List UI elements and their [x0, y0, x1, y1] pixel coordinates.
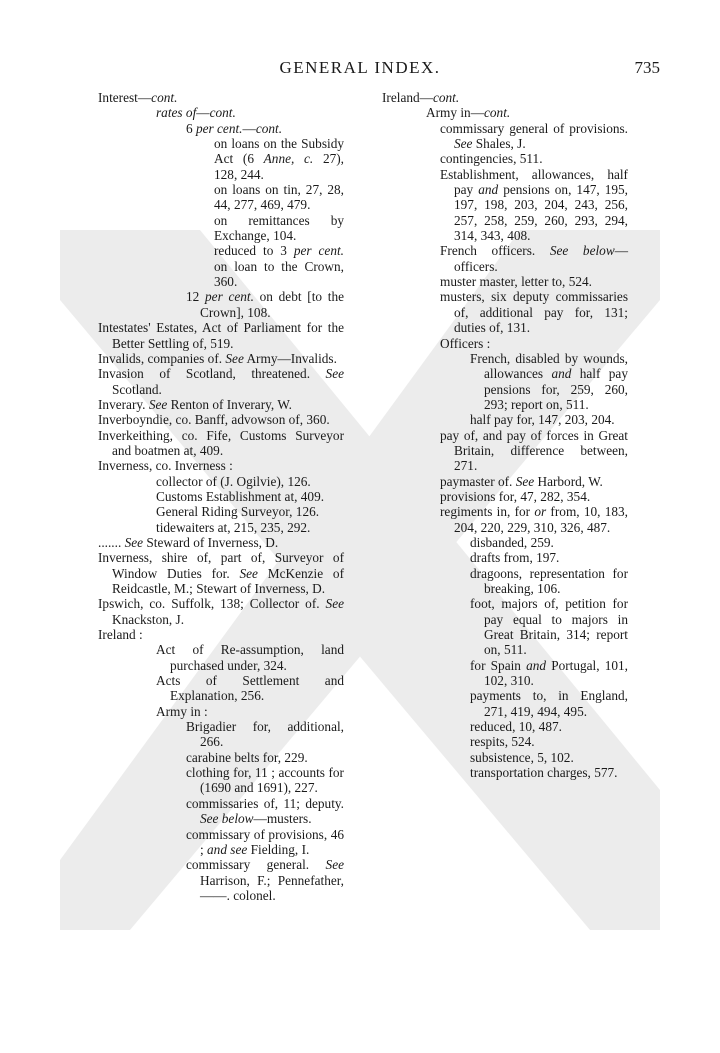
index-entry [382, 289, 628, 335]
entry-text: See [515, 473, 535, 489]
entry-text: Renton of Inverary, W. [167, 396, 292, 412]
entry-text: Army in : [156, 703, 208, 719]
index-entry [382, 90, 628, 105]
entry-text: Inverness, co. Inverness : [98, 458, 233, 474]
entry-text: drafts from, 197. [470, 550, 560, 566]
index-entry [98, 642, 344, 673]
entry-text: provisions for, 47, 282, 354. [440, 488, 591, 504]
index-entry [98, 474, 344, 489]
index-column-right [382, 90, 628, 780]
index-entry [98, 750, 344, 765]
entry-text: 12 [186, 289, 206, 305]
entry-text: tidewaiters at, 215, 235, 292. [156, 519, 311, 535]
index-entry [98, 90, 344, 105]
entry-text: or [534, 504, 547, 520]
entry-text: Portugal, 101, 102, 310. [484, 657, 628, 689]
entry-text: transportation charges, 577. [470, 765, 618, 781]
index-entry [382, 351, 628, 412]
index-entry [98, 412, 344, 427]
entry-text: See [225, 350, 244, 366]
index-entry [98, 397, 344, 412]
entry-text: — [196, 105, 210, 121]
index-entry [98, 520, 344, 535]
entry-text: See [454, 136, 473, 152]
index-entry [98, 673, 344, 704]
entry-text: Brigadier for, additional, 266. [186, 719, 344, 750]
index-entry [98, 827, 344, 858]
entry-text: contingencies, 511. [440, 151, 543, 167]
entry-text: Officers : [440, 335, 491, 351]
index-entry [98, 704, 344, 719]
index-entry [382, 243, 628, 274]
entry-text: Army in— [426, 105, 484, 121]
entry-text: Ireland : [98, 627, 143, 643]
index-entry [382, 428, 628, 474]
entry-text: pensions on, 147, 195, 197, 198, 203, 204, 243, 256, 257, 258, 259, 260, 293, 294, 314, 343, 408. [454, 182, 628, 244]
entry-text: Harrison, F.; Pennefather, ——. colonel. [200, 872, 344, 903]
entry-text: Invasion of Scotland, threatened. [98, 366, 326, 382]
entry-text: from, 10, 183, 204, 220, 229, 310, 326, 487. [454, 504, 628, 535]
index-entry [98, 857, 344, 903]
index-entry [382, 719, 628, 734]
index-entry [382, 167, 628, 244]
entry-text: commissaries of, 11; deputy. [186, 795, 344, 811]
entry-text: subsistence, 5, 102. [470, 749, 574, 765]
entry-text: dragoons, representation for breaking, 106. [470, 565, 628, 596]
index-entry [98, 428, 344, 459]
entry-text: and [526, 657, 547, 673]
entry-text: Inverness, shire of, part of, Surveyor of Window Duties for. [98, 550, 344, 581]
entry-text: Inverboyndie, co. Banff, advowson of, 360. [98, 412, 330, 428]
entry-text: See [148, 396, 168, 412]
index-column-left [98, 90, 344, 903]
entry-text: See [325, 857, 344, 873]
entry-text: payments to, in England, 271, 419, 494, 495. [470, 688, 628, 719]
index-entry [382, 105, 628, 120]
entry-text: Invalids, companies of. [98, 350, 226, 366]
index-entry [382, 535, 628, 550]
index-entry [98, 550, 344, 596]
entry-text: per cent. [205, 289, 254, 305]
entry-text: McKenzie of Reidcastle, M.; Stewart of Inverness, D. [112, 565, 344, 596]
entry-text: Customs Establishment at, 409. [156, 488, 325, 504]
entry-text: clothing for, 11 ; accounts for (1690 and 1691), 227. [186, 765, 344, 796]
entry-text: muster master, letter to, 524. [440, 274, 592, 290]
entry-text: and see [207, 841, 248, 857]
index-entry [382, 474, 628, 489]
entry-text: on loan to the Crown, 360. [214, 258, 344, 290]
entry-text: cont. [484, 105, 511, 121]
entry-text: See [239, 565, 258, 581]
index-entry [98, 765, 344, 796]
entry-text: Harbord, W. [534, 473, 603, 489]
entry-text: rates of [156, 105, 197, 121]
entry-text: regiments in, for [440, 504, 535, 520]
entry-text: Knackston, J. [112, 611, 185, 627]
index-entry [98, 351, 344, 366]
index-entry [98, 458, 344, 473]
entry-text: reduced to 3 [214, 243, 294, 259]
entry-text: French, disabled by wounds, allowances [470, 350, 628, 382]
entry-text: Steward of Inverness, D. [143, 534, 279, 550]
entry-text: See [325, 596, 344, 612]
entry-text: paymaster of. [440, 473, 516, 489]
index-entry [382, 151, 628, 166]
entry-text: on debt [to the Crown], 108. [200, 289, 344, 320]
entry-text: 6 [186, 120, 196, 136]
entry-text: pay of, and pay of forces in Great Britain, difference between, 271. [440, 427, 628, 474]
entry-text: foot, majors of, petition for pay equal to majors in Great Britain, 314; report on, 511. [470, 596, 628, 658]
entry-text: — [242, 120, 256, 136]
entry-text: Act of Re-assumption, land purchased under, 324. [156, 642, 344, 673]
entry-text: on loans on the Subsidy Act (6 [214, 136, 344, 167]
entry-text: for Spain [470, 657, 527, 673]
page-number: 735 [634, 58, 660, 77]
entry-text: per cent. [195, 120, 243, 136]
index-entry [98, 289, 344, 320]
index-entry [382, 550, 628, 565]
entry-text: carabine belts for, 229. [186, 749, 308, 765]
index-entry [98, 489, 344, 504]
entry-text: half pay for, 147, 203, 204. [470, 412, 615, 428]
index-entry [98, 320, 344, 351]
entry-text: Shales, J. [472, 136, 526, 152]
index-entry [382, 412, 628, 427]
entry-text: Ireland— [382, 90, 433, 105]
entry-text: collector of (J. Ogilvie), 126. [156, 473, 311, 489]
entry-text: disbanded, 259. [470, 534, 554, 550]
index-entry [382, 504, 628, 535]
entry-text: cont. [151, 90, 178, 105]
index-entry [98, 136, 344, 182]
index-entry [382, 658, 628, 689]
index-entry [382, 336, 628, 351]
entry-text: Fielding, I. [247, 841, 310, 857]
entry-text: Inverkeithing, co. Fife, Customs Surveyor and boatmen at, 409. [98, 427, 344, 458]
entry-text: Scotland. [112, 381, 162, 397]
running-title: GENERAL INDEX. [279, 58, 441, 77]
entry-text: on loans on tin, 27, 28, 44, 277, 469, 479. [214, 182, 344, 213]
index-entry [98, 719, 344, 750]
entry-text: Interest— [98, 90, 152, 105]
entry-text: Establishment, allowances, half pay [440, 166, 628, 198]
entry-text: commissary general. [186, 857, 326, 873]
index-entry [98, 796, 344, 827]
entry-text: French officers. [440, 243, 550, 259]
index-entry [98, 182, 344, 213]
entry-text: and [551, 366, 572, 382]
entry-text: cont. [255, 120, 283, 136]
index-entry [382, 596, 628, 657]
index-entry [382, 489, 628, 504]
index-entry [98, 213, 344, 244]
entry-text: commissary general of provisions. [440, 120, 628, 136]
entry-text: ....... [98, 534, 125, 550]
entry-text: General Riding Surveyor, 126. [156, 504, 320, 520]
index-entry [382, 121, 628, 152]
entry-text: Acts of Settlement and Explanation, 256. [156, 673, 344, 704]
index-entry [382, 566, 628, 597]
entry-text: respits, 524. [470, 734, 535, 750]
entry-text: reduced, 10, 487. [470, 719, 562, 735]
index-entry [98, 121, 344, 136]
entry-text: See below [549, 243, 615, 259]
index-entry [382, 750, 628, 765]
entry-text: and [478, 182, 499, 198]
entry-text: Army—Invalids. [243, 350, 337, 366]
index-entry [98, 105, 344, 120]
entry-text: musters, six deputy commissaries of, additional pay for, 131; duties of, 131. [440, 289, 628, 336]
index-entry [382, 274, 628, 289]
page-header [0, 58, 720, 82]
entry-text: See below [200, 811, 254, 827]
entry-text: cont. [432, 90, 460, 105]
index-entry [98, 366, 344, 397]
entry-text: Anne, c. [263, 151, 314, 167]
entry-text: 27), 128, 244. [214, 151, 344, 182]
entry-text: —musters. [253, 811, 312, 827]
entry-text: —officers. [454, 243, 628, 274]
entry-text: half pay pensions for, 259, 260, 293; report on, 511. [484, 366, 628, 412]
entry-text: See [325, 366, 344, 382]
entry-text: commissary of provisions, 46 ; [186, 826, 344, 857]
index-entry [382, 734, 628, 749]
index-entry [98, 243, 344, 289]
index-entry [382, 688, 628, 719]
index-entry [98, 596, 344, 627]
index-entry [98, 504, 344, 519]
entry-text: per cent. [293, 243, 344, 259]
entry-text: cont. [209, 105, 236, 121]
index-entry [382, 765, 628, 780]
entry-text: See [124, 534, 144, 550]
entry-text: on remittances by Exchange, 104. [214, 212, 344, 244]
entry-text: Inverary. [98, 396, 149, 412]
entry-text: Intestates' Estates, Act of Parliament for the Better Settling of, 519. [98, 320, 344, 351]
entry-text: Ipswich, co. Suffolk, 138; Collector of. [98, 596, 326, 612]
index-entry [98, 627, 344, 642]
index-entry [98, 535, 344, 550]
